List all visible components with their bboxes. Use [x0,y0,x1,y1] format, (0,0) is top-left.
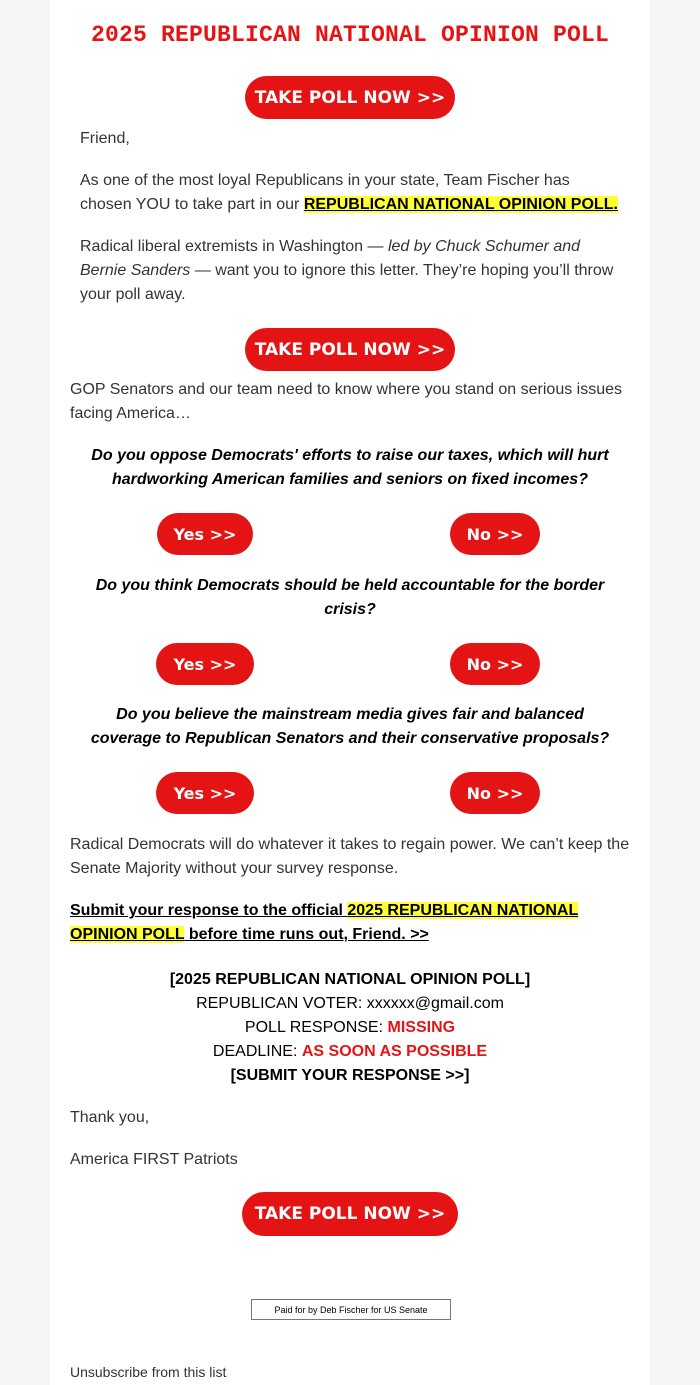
paid-for-disclaimer: Paid for by Deb Fischer for US Senate [251,1299,451,1320]
summary-voter [50,992,650,1016]
unsubscribe-link[interactable]: Unsubscribe from this list [70,1364,227,1380]
deadline-value: AS SOON AS POSSIBLE [301,1043,488,1060]
intro-paragraph-1 [80,169,625,217]
question-2: Do you think Democrats should be held accountable for the border crisis? [95,577,605,618]
q2-yes-button[interactable]: Yes >> [156,643,254,685]
submit-response-button[interactable]: [SUBMIT YOUR RESPONSE >>] [230,1067,470,1084]
email-body [50,0,650,1385]
submit-response-link[interactable] [70,899,595,947]
response-status: MISSING [387,1019,456,1036]
take-poll-button-bottom[interactable]: TAKE POLL NOW >> [242,1192,458,1236]
q2-no-button[interactable]: No >> [450,643,540,685]
summary-header: [2025 REPUBLICAN NATIONAL OPINION POLL] [169,971,531,988]
intro-text-end: — want you to ignore this letter. They’re hoping you’ll throw your poll away. [80,262,614,303]
radical-paragraph: Radical Democrats will do whatever it takes to regain power. We can’t keep the Senate Majority without your survey response. [70,836,630,877]
thank-you: Thank you, [70,1109,150,1126]
signature: America FIRST Patriots [70,1151,238,1168]
submit-link-highlight: 2025 REPUBLICAN NATIONAL OPINION POLL [70,902,579,943]
question-1: Do you oppose Democrats' efforts to raise our taxes, which will hurt hardworking American families and seniors on fixed incomes? [91,447,609,488]
submit-link-part1: Submit your response to the official [70,902,348,919]
submit-link-part2: before time runs out, Friend. >> [184,926,429,943]
take-poll-button-middle[interactable]: TAKE POLL NOW >> [245,328,455,371]
intro-text: As one of the most loyal Republicans in your state, Team Fischer has chosen YOU to take part in our [80,172,570,213]
summary-response [50,1016,650,1040]
greeting: Friend, [80,130,130,147]
response-label: POLL RESPONSE: [244,1019,388,1036]
q3-no-button[interactable]: No >> [450,772,540,814]
voter-label: REPUBLICAN VOTER: [196,995,367,1012]
take-poll-button-top[interactable]: TAKE POLL NOW >> [245,76,455,119]
q1-no-button[interactable]: No >> [450,513,540,555]
intro-text-start: Radical liberal extremists in Washington — [80,238,388,255]
q3-yes-button[interactable]: Yes >> [156,772,254,814]
q1-yes-button[interactable]: Yes >> [157,513,253,555]
intro-paragraph-2 [80,235,625,307]
poll-title: 2025 REPUBLICAN NATIONAL OPINION POLL [90,22,610,48]
voter-email: xxxxxx@gmail.com [366,995,504,1012]
deadline-label: DEADLINE: [212,1043,302,1060]
question-3: Do you believe the mainstream media gives fair and balanced coverage to Republican Senators and their conservative proposals? [90,706,610,747]
summary-deadline [50,1040,650,1064]
intro-text-italic: led by Chuck Schumer and Bernie Sanders [80,238,581,279]
poll-link-inline[interactable]: REPUBLICAN NATIONAL OPINION POLL. [303,196,618,213]
gop-paragraph: GOP Senators and our team need to know where you stand on serious issues facing America… [70,381,623,422]
